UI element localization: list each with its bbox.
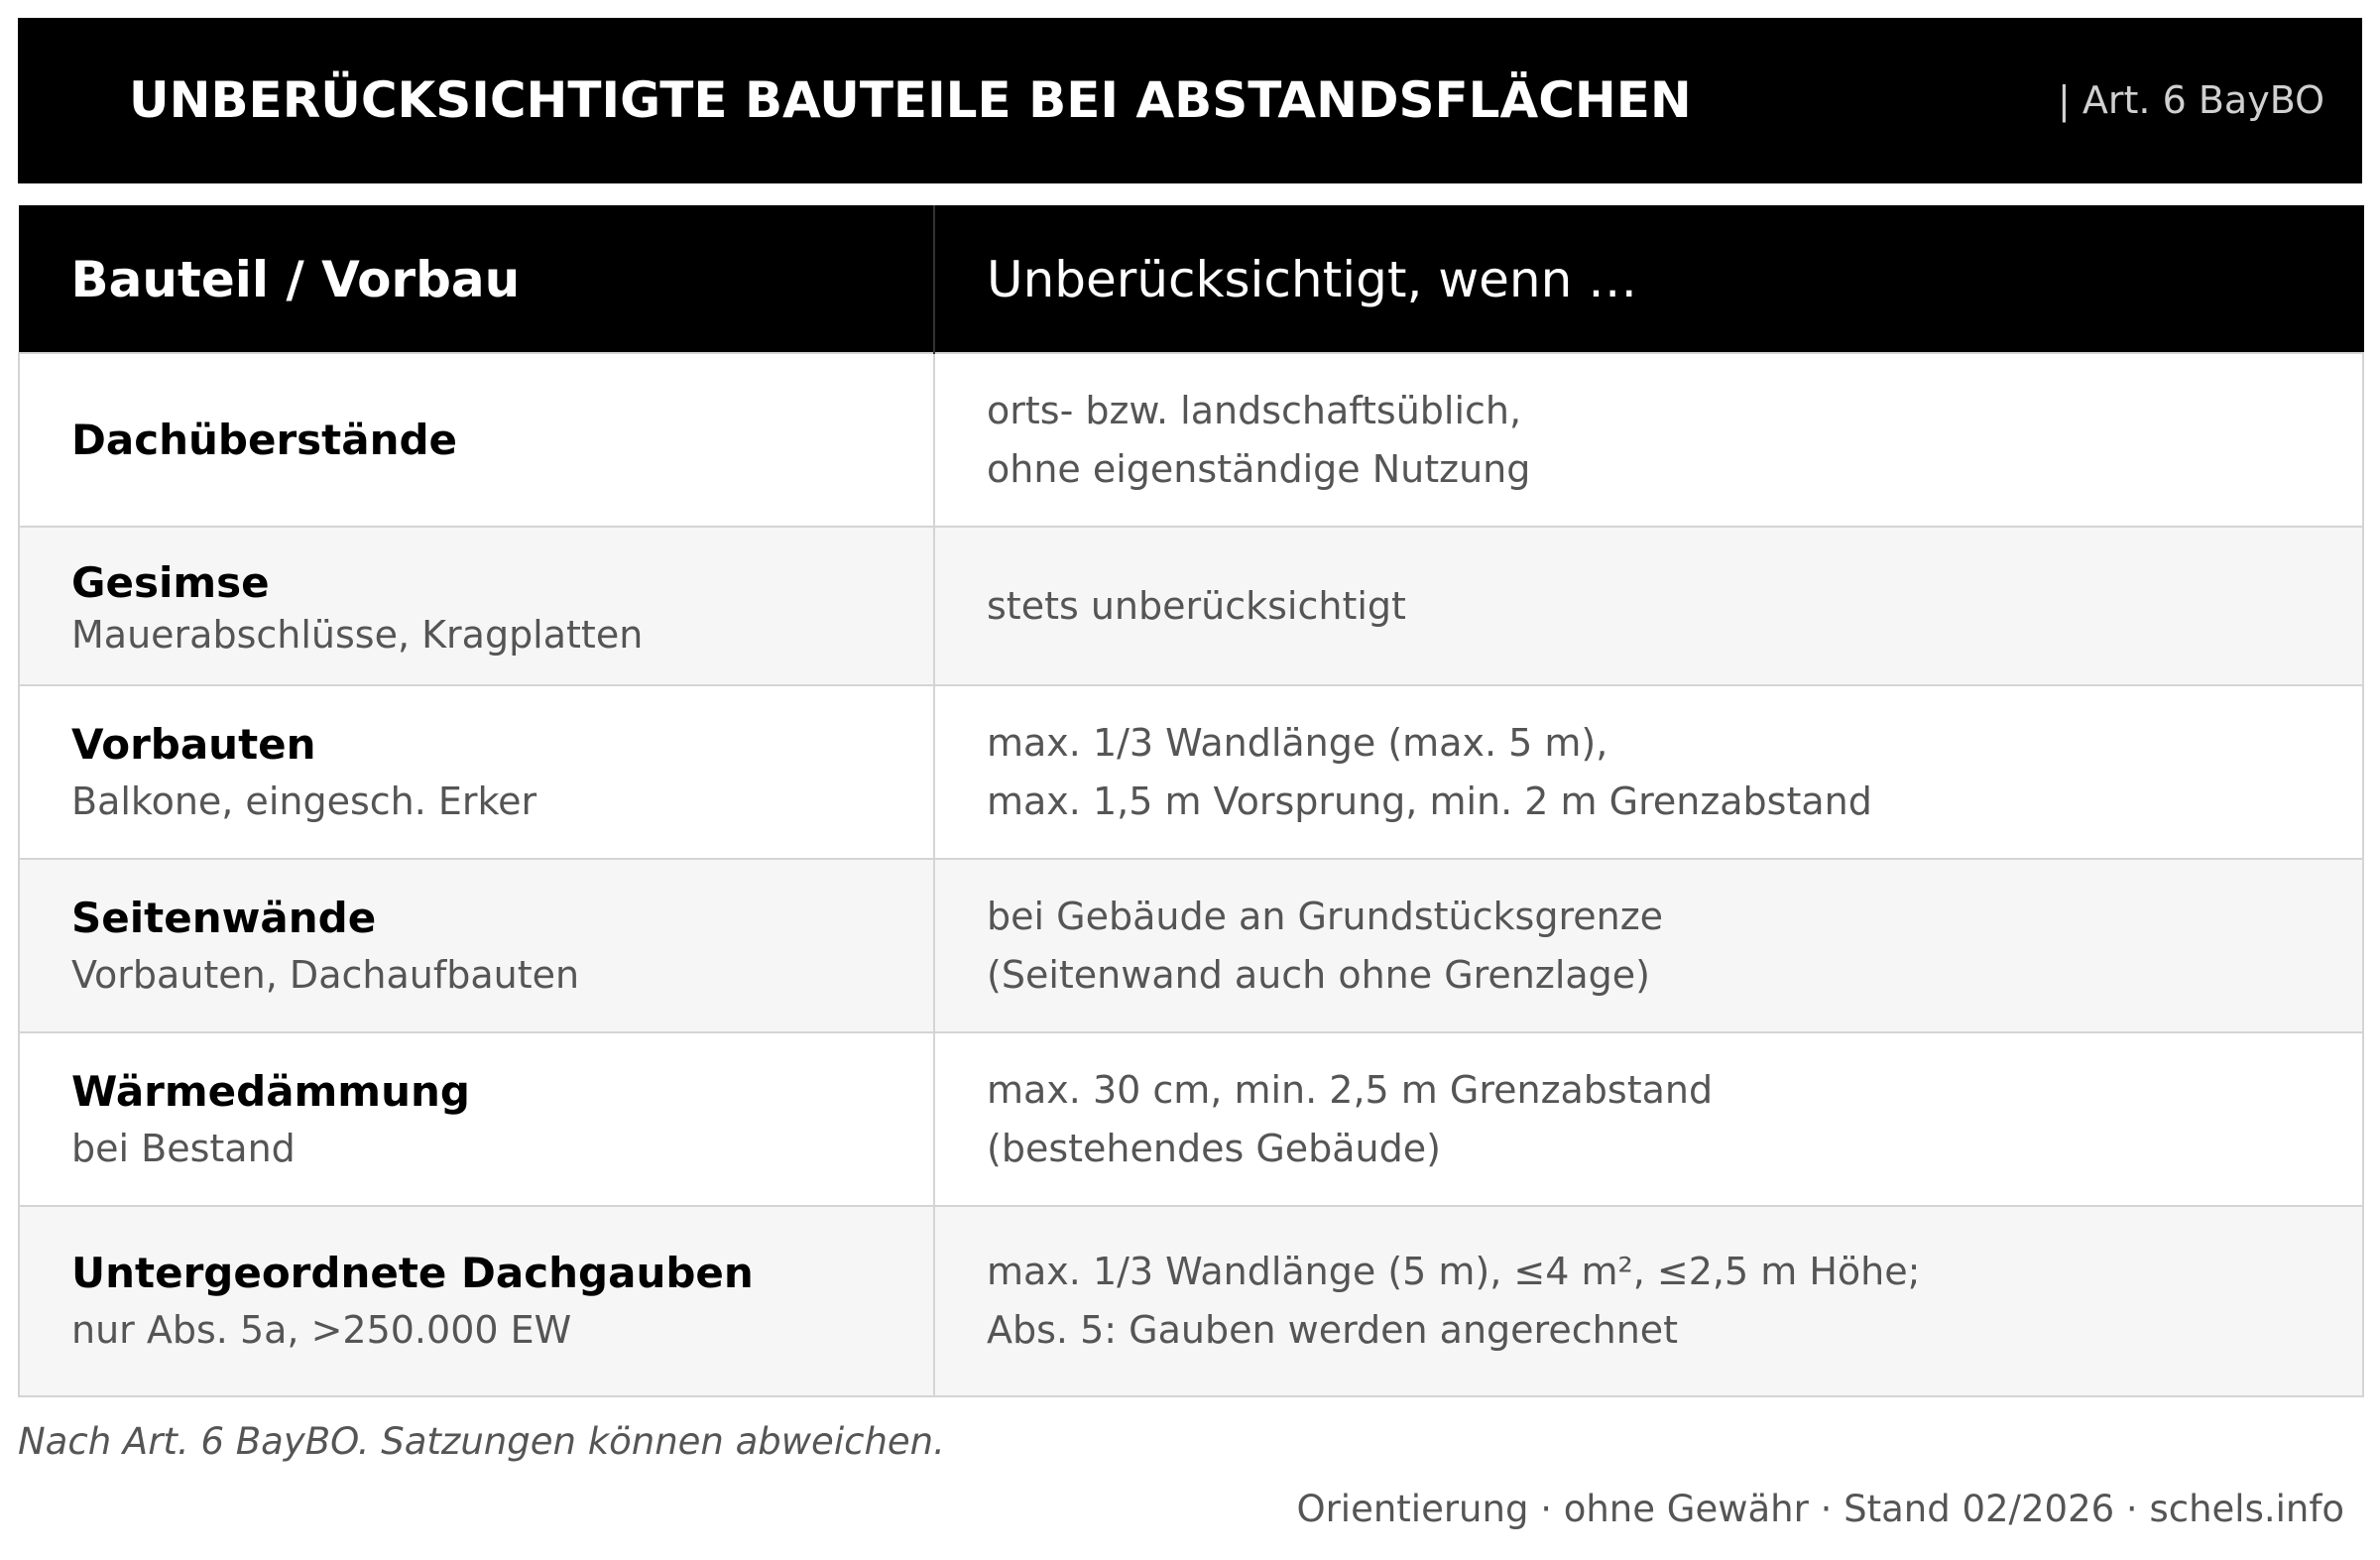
- condition-text: bei Gebäude an Grundstücksgrenze: [987, 894, 1664, 938]
- table-row: [19, 1032, 2363, 1206]
- condition-text: (bestehendes Gebäude): [987, 1126, 1441, 1170]
- condition-text: max. 30 cm, min. 2,5 m Grenzabstand: [987, 1067, 1714, 1112]
- condition-cell: [934, 527, 2363, 685]
- table-row: [19, 1206, 2363, 1396]
- source-note: Nach Art. 6 BayBO. Satzungen können abweichen.: [18, 1420, 945, 1463]
- component-cell: [19, 685, 934, 859]
- condition-text: Abs. 5: Gauben werden angerechnet: [987, 1308, 1679, 1352]
- table-row: [19, 859, 2363, 1032]
- component-subtitle: nur Abs. 5a, >250.000 EW: [71, 1308, 572, 1352]
- component-subtitle: bei Bestand: [71, 1126, 296, 1170]
- condition-text: orts- bzw. landschaftsüblich,: [987, 388, 1522, 432]
- table-header-row: [19, 206, 2363, 354]
- component-cell: [19, 353, 934, 527]
- rules-table-container: [18, 205, 2362, 1397]
- title-bar: [18, 18, 2362, 183]
- component-cell: [19, 859, 934, 1032]
- page-title: UNBERÜCKSICHTIGTE BAUTEILE BEI ABSTANDSFLÄCHEN: [129, 71, 1692, 129]
- column-header-condition: Unberücksichtigt, wenn …: [934, 206, 2363, 354]
- component-cell: [19, 527, 934, 685]
- condition-cell: [934, 353, 2363, 527]
- condition-text: max. 1/3 Wandlänge (5 m), ≤4 m², ≤2,5 m Höhe;: [987, 1250, 1921, 1293]
- table-row: [19, 685, 2363, 859]
- condition-text: max. 1/3 Wandlänge (max. 5 m),: [987, 720, 1608, 765]
- table-row: [19, 527, 2363, 685]
- component-subtitle: Balkone, eingesch. Erker: [71, 779, 537, 823]
- component-name: Dachüberstände: [71, 415, 458, 464]
- condition-cell: [934, 1206, 2363, 1396]
- component-cell: [19, 1206, 934, 1396]
- condition-text: stets unberücksichtigt: [987, 583, 1406, 628]
- column-header-component: Bauteil / Vorbau: [19, 206, 934, 354]
- table-row: [19, 353, 2363, 527]
- legal-reference: | Art. 6 BayBO: [2058, 78, 2324, 122]
- component-subtitle: Vorbauten, Dachaufbauten: [71, 952, 580, 997]
- condition-cell: [934, 1032, 2363, 1206]
- condition-cell: [934, 685, 2363, 859]
- component-name: Untergeordnete Dachgauben: [71, 1249, 754, 1297]
- condition-text: max. 1,5 m Vorsprung, min. 2 m Grenzabstand: [987, 779, 1872, 823]
- condition-text: ohne eigenständige Nutzung: [987, 446, 1531, 491]
- component-name: Gesimse: [71, 558, 270, 607]
- component-subtitle: Mauerabschlüsse, Kragplatten: [71, 613, 644, 657]
- component-name: Vorbauten: [71, 719, 316, 769]
- rules-table: [18, 205, 2364, 1397]
- component-cell: [19, 1032, 934, 1206]
- condition-cell: [934, 859, 2363, 1032]
- condition-text: (Seitenwand auch ohne Grenzlage): [987, 952, 1651, 997]
- footer-credit: Orientierung · ohne Gewähr · Stand 02/2026 · schels.info: [1296, 1488, 2344, 1530]
- component-name: Seitenwände: [71, 893, 377, 942]
- component-name: Wärmedämmung: [71, 1066, 470, 1116]
